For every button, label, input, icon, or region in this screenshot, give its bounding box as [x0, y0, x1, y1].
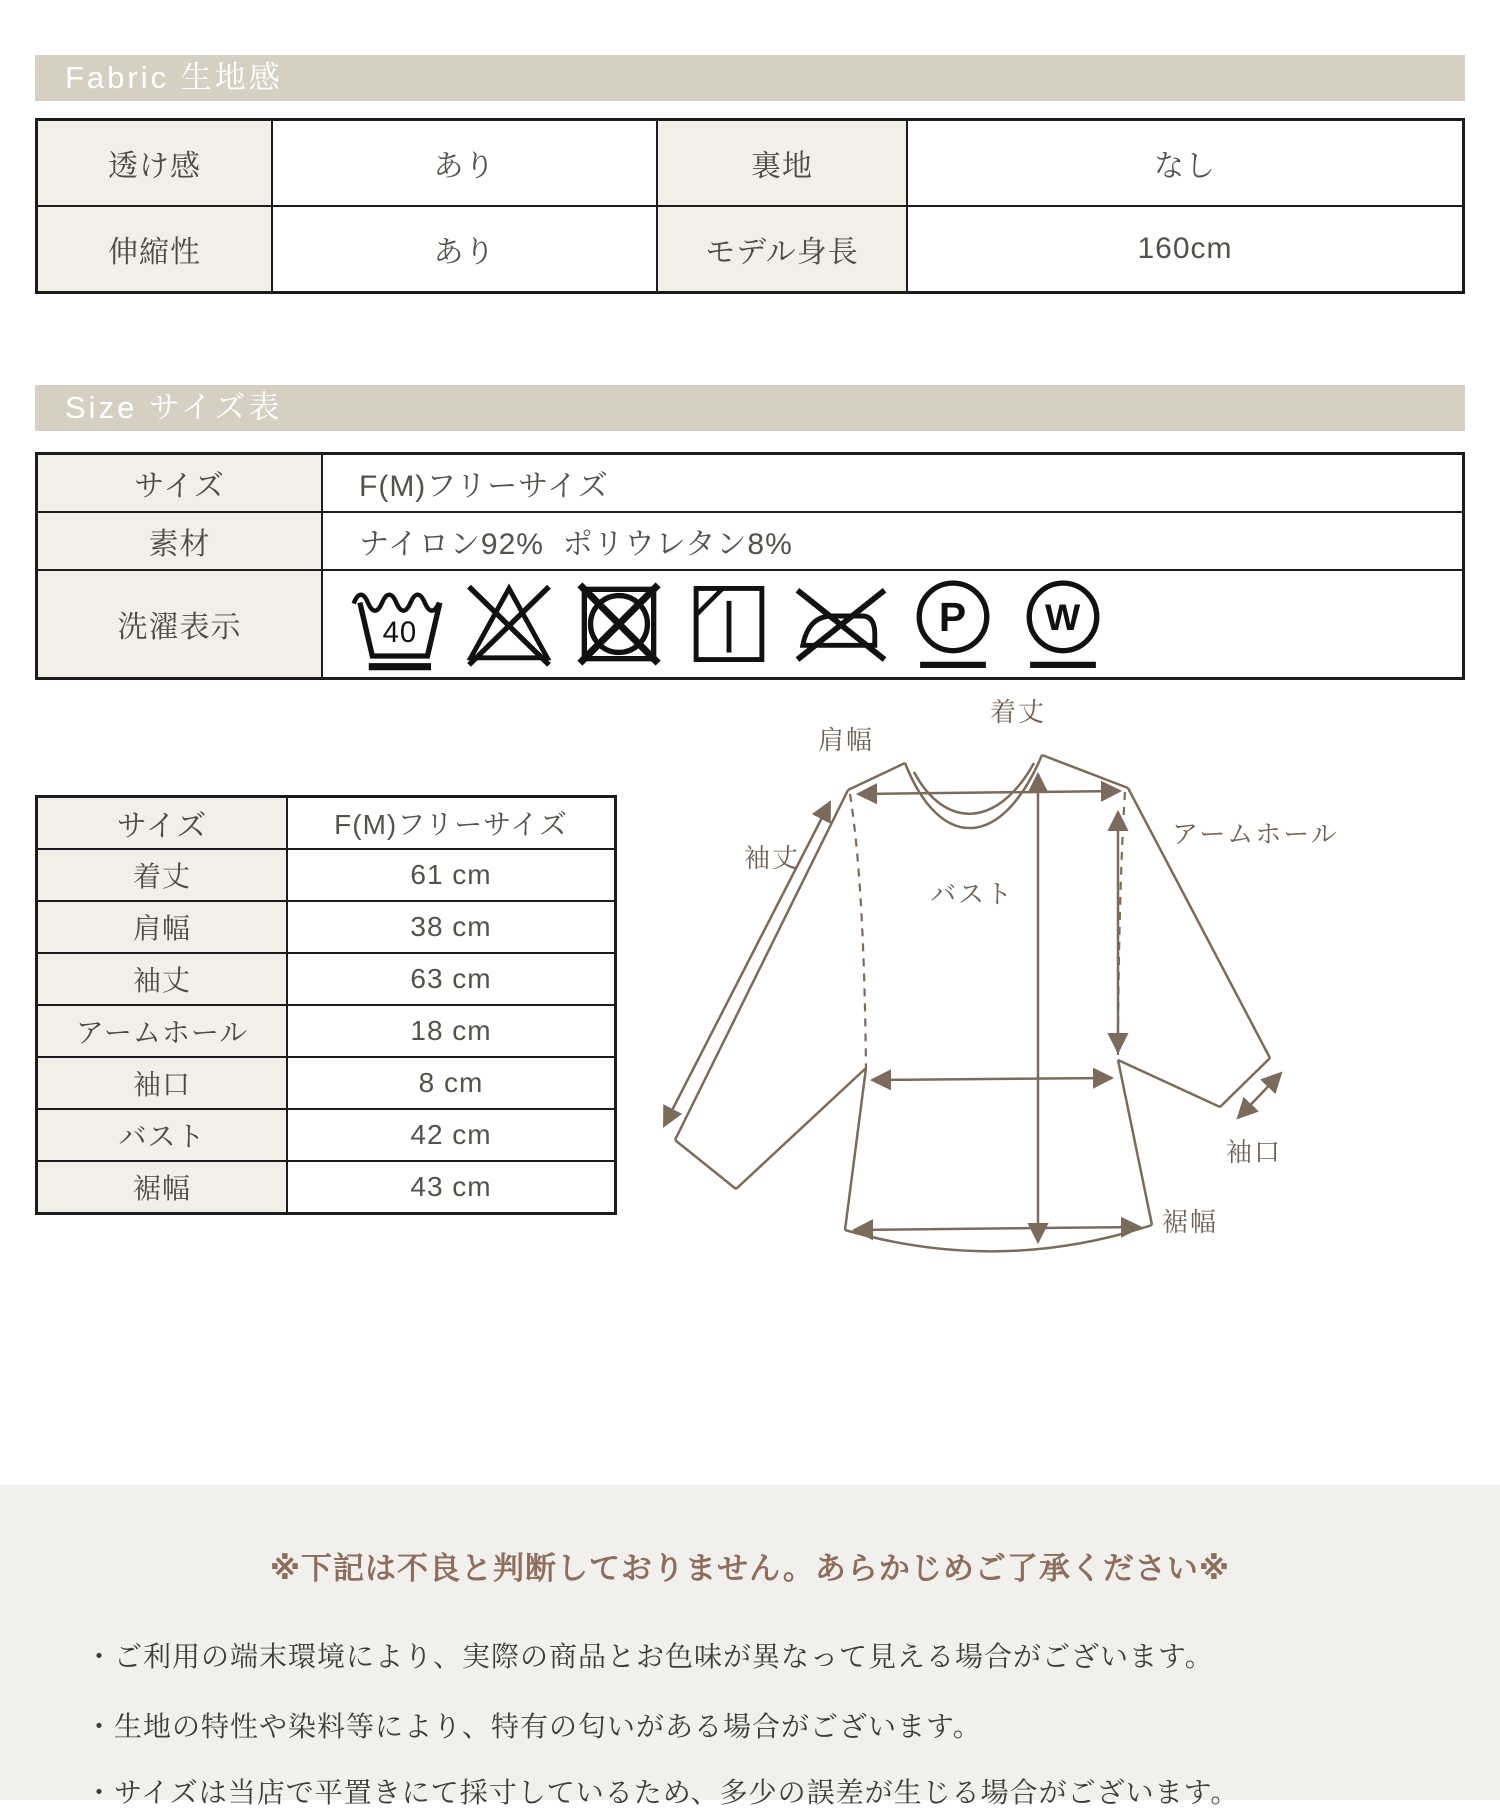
measurement-table	[35, 795, 617, 1215]
meas-header-value: F(M)フリーサイズ	[288, 798, 614, 848]
do-not-bleach-icon	[461, 576, 557, 672]
meas-row-label: 裾幅	[38, 1162, 286, 1212]
wash-40-gentle-icon	[351, 576, 447, 672]
meas-header-label: サイズ	[38, 798, 286, 848]
notes-section	[0, 1485, 1500, 1808]
size-section-header: Size サイズ表	[35, 385, 1465, 431]
svg-text:P: P	[938, 594, 968, 641]
notes-bullet: ・ご利用の端末環境により、実際の商品とお色味が異なって見える場合がございます。	[85, 1641, 1214, 1672]
info-row-value: F(M)フリーサイズ	[323, 455, 1462, 511]
diagram-label-armhole: アームホール	[1172, 819, 1339, 849]
diagram-label-bust: バスト	[930, 879, 1015, 909]
meas-row-value: 63 cm	[288, 954, 614, 1004]
line-dry-in-shade-icon	[681, 576, 777, 672]
fabric-row-value: あり	[273, 207, 656, 291]
meas-row-value: 18 cm	[288, 1006, 614, 1056]
meas-row-value: 8 cm	[288, 1058, 614, 1108]
do-not-tumble-dry-icon	[571, 576, 667, 672]
notes-heading: ※下記は不良と判断しておりません。あらかじめご了承ください※	[269, 1551, 1231, 1586]
notes-bullet: ・サイズは当店で平置きにて採寸しているため、多少の誤差が生じる場合がございます。	[85, 1777, 1240, 1808]
diagram-label-sleeve: 袖丈	[744, 843, 801, 873]
diagram-label-hem: 裾幅	[1162, 1207, 1219, 1237]
fabric-row-value: 160cm	[908, 207, 1462, 291]
meas-row-label: アームホール	[38, 1006, 286, 1056]
info-row-label: 素材	[38, 513, 321, 569]
info-row-value: ナイロン92% ポリウレタン8%	[323, 513, 1462, 569]
notes-bullet: ・生地の特性や染料等により、特有の匂いがある場合がございます。	[85, 1711, 982, 1742]
fabric-section-header: Fabric 生地感	[35, 55, 1465, 101]
fabric-row-value: なし	[908, 121, 1462, 205]
care-row-label: 洗濯表示	[38, 571, 321, 677]
svg-text:40: 40	[382, 615, 418, 649]
diagram-label-cuff: 袖口	[1226, 1137, 1283, 1167]
diagram-label-length: 着丈	[990, 697, 1047, 727]
fabric-row-value: あり	[273, 121, 656, 205]
meas-row-label: 着丈	[38, 850, 286, 900]
meas-row-label: 肩幅	[38, 902, 286, 952]
meas-row-value: 38 cm	[288, 902, 614, 952]
fabric-row-label: 伸縮性	[38, 207, 271, 291]
fabric-table	[35, 118, 1465, 294]
meas-row-label: バスト	[38, 1110, 286, 1160]
fabric-row-label: モデル身長	[658, 207, 906, 291]
do-not-iron-icon	[791, 576, 891, 672]
fabric-row-label: 透け感	[38, 121, 271, 205]
garment-measurement-diagram	[640, 690, 1460, 1310]
fabric-row-label: 裏地	[658, 121, 906, 205]
diagram-label-shoulder: 肩幅	[818, 725, 875, 755]
care-symbols	[323, 571, 1462, 677]
svg-text:W: W	[1044, 596, 1082, 639]
meas-row-label: 袖丈	[38, 954, 286, 1004]
dry-clean-p-gentle-icon	[905, 576, 1001, 672]
garment-sketch	[640, 690, 1460, 1310]
size-info-table	[35, 452, 1465, 680]
wet-clean-w-gentle-icon	[1015, 576, 1111, 672]
meas-row-value: 42 cm	[288, 1110, 614, 1160]
meas-row-value: 61 cm	[288, 850, 614, 900]
meas-row-value: 43 cm	[288, 1162, 614, 1212]
info-row-label: サイズ	[38, 455, 321, 511]
meas-row-label: 袖口	[38, 1058, 286, 1108]
